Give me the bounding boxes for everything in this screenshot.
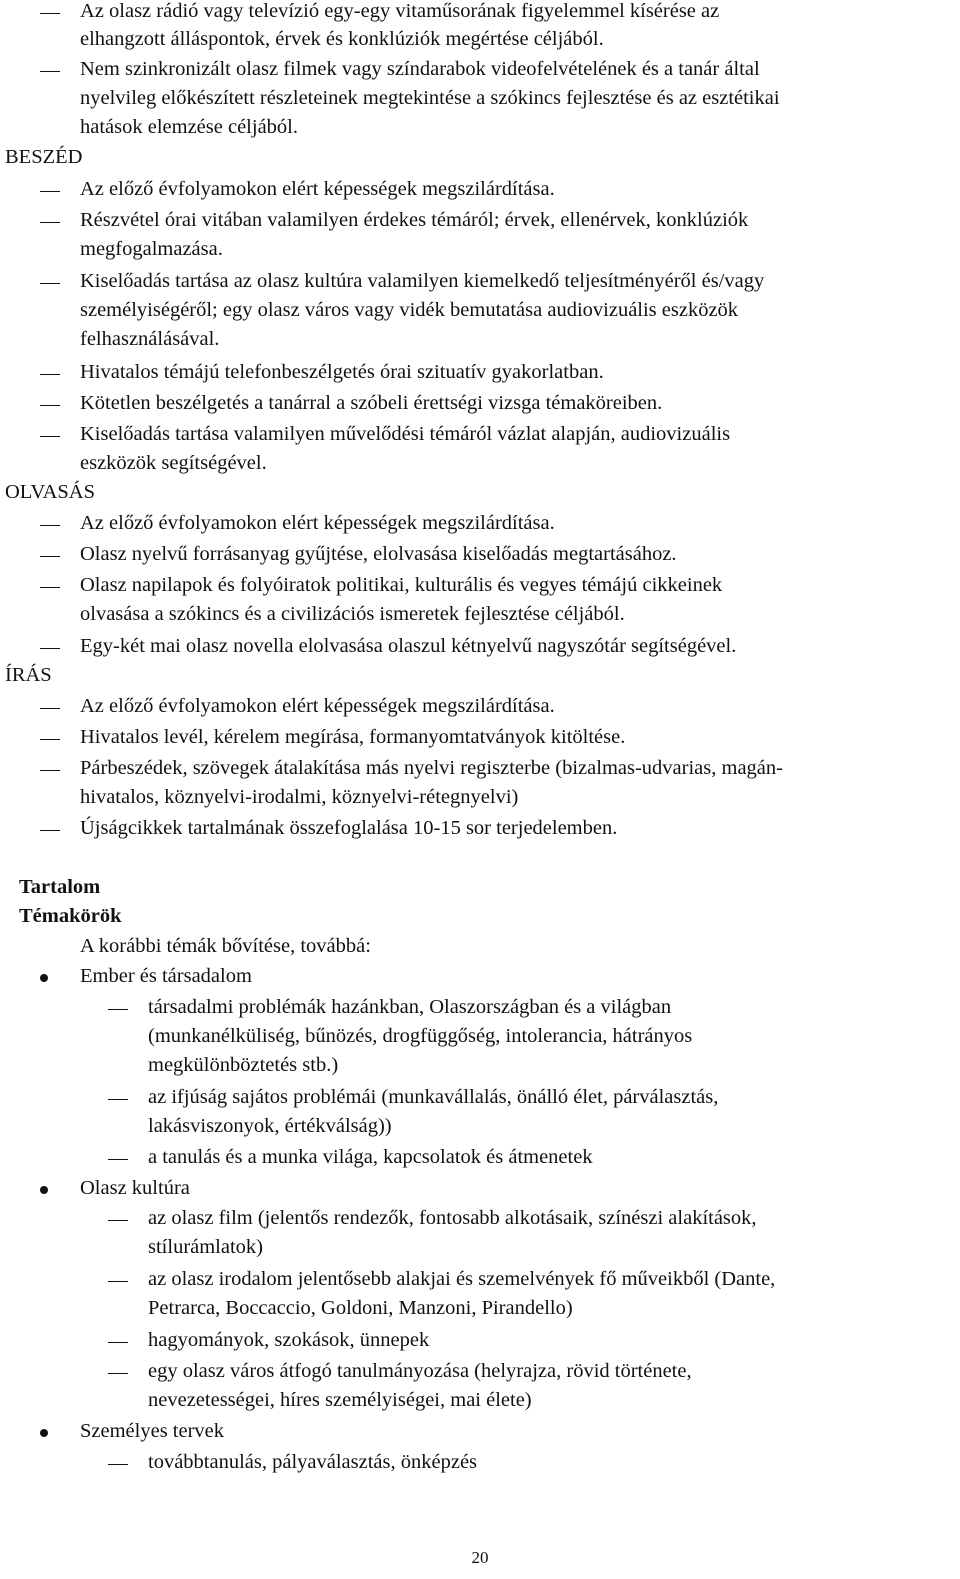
ember-item-2-line-2: lakásviszonyok, értékválság))	[148, 1115, 392, 1137]
section-title-beszed: BESZÉD	[5, 146, 83, 168]
olvasas-item-4: Egy-két mai olasz novella elolvasása olaszul kétnyelvű nagyszótár segítségével.	[80, 635, 737, 657]
group-label-ember: Ember és társadalom	[80, 965, 252, 987]
intro-item-2-line-1: Nem szinkronizált olasz filmek vagy színdarabok videofelvételének és a tanár által	[80, 58, 760, 80]
kultura-item-4-line-2: nevezetességei, híres személyiségei, mai élete)	[148, 1389, 532, 1411]
kultura-item-1-line-1: az olasz film (jelentős rendezők, fontosabb alkotásaik, színészi alakítások,	[148, 1207, 757, 1229]
dash-bullet	[40, 283, 60, 284]
intro-item-2-line-2: nyelvileg előkészített részleteinek megtekintése a szókincs fejlesztése és az esztétikai	[80, 87, 780, 109]
group-label-olasz-kultura: Olasz kultúra	[80, 1177, 190, 1199]
beszed-item-5: Kötetlen beszélgetés a tanárral a szóbeli érettségi vizsga témaköreiben.	[80, 392, 663, 414]
intro-item-1-line-2: elhangzott álláspontok, érvek és konklúziók megértése céljából.	[80, 28, 604, 50]
bullet-dot	[40, 974, 48, 982]
olvasas-item-1: Az előző évfolyamokon elért képességek megszilárdítása.	[80, 512, 555, 534]
ember-item-1-line-2: (munkanélküliség, bűnözés, drogfüggőség, intolerancia, hátrányos	[148, 1025, 693, 1047]
kultura-item-2-line-2: Petrarca, Boccaccio, Goldoni, Manzoni, Pirandello)	[148, 1297, 573, 1319]
group-label-szemelyes-tervek: Személyes tervek	[80, 1420, 225, 1442]
section-title-iras: ÍRÁS	[5, 664, 52, 686]
section-title-olvasas: OLVASÁS	[5, 481, 96, 503]
dash-bullet	[40, 556, 60, 557]
beszed-item-4: Hivatalos témájú telefonbeszélgetés órai szituatív gyakorlatban.	[80, 361, 604, 383]
beszed-item-6-line-1: Kiselőadás tartása valamilyen művelődési témáról vázlat alapján, audiovizuális	[80, 423, 731, 445]
ember-item-1-line-3: megkülönböztetés stb.)	[148, 1054, 339, 1076]
iras-item-2: Hivatalos levél, kérelem megírása, formanyomtatványok kitöltése.	[80, 726, 626, 748]
iras-item-4: Újságcikkek tartalmának összefoglalása 10-15 sor terjedelemben.	[80, 817, 618, 839]
kultura-item-1-line-2: stílurámlatok)	[148, 1236, 264, 1258]
dash-bullet	[108, 1342, 128, 1343]
page-number: 20	[471, 1548, 489, 1567]
dash-bullet	[108, 1464, 128, 1465]
kultura-item-4-line-1: egy olasz város átfogó tanulmányozása (helyrajza, rövid története,	[148, 1360, 692, 1382]
iras-item-3-line-2: hivatalos, köznyelvi-irodalmi, köznyelvi-rétegnyelvi)	[80, 786, 519, 808]
dash-bullet	[108, 1220, 128, 1221]
iras-item-1: Az előző évfolyamokon elért képességek megszilárdítása.	[80, 695, 555, 717]
kultura-item-2-line-1: az olasz irodalom jelentősebb alakjai és szemelvények fő műveikből (Dante,	[148, 1268, 776, 1290]
temakorok-subtitle: Témakörök	[19, 905, 122, 927]
dash-bullet	[108, 1099, 128, 1100]
tervek-item-1: továbbtanulás, pályaválasztás, önképzés	[148, 1451, 478, 1473]
dash-bullet	[40, 648, 60, 649]
iras-item-3-line-1: Párbeszédek, szövegek átalakítása más nyelvi regiszterbe (bizalmas-udvarias, magán-	[80, 757, 783, 779]
dash-bullet	[40, 587, 60, 588]
kultura-item-3: hagyományok, szokások, ünnepek	[148, 1329, 430, 1351]
olvasas-item-2: Olasz nyelvű forrásanyag gyűjtése, elolvasása kiselőadás megtartásához.	[80, 543, 677, 565]
olvasas-item-3-line-2: olvasása a szókincs és a civilizációs ismeretek fejlesztése céljából.	[80, 603, 625, 625]
beszed-item-2-line-2: megfogalmazása.	[80, 238, 223, 260]
ember-item-2-line-1: az ifjúság sajátos problémái (munkavállalás, önálló élet, párválasztás,	[148, 1086, 719, 1108]
dash-bullet	[108, 1159, 128, 1160]
ember-item-1-line-1: társadalmi problémák hazánkban, Olaszországban és a világban	[148, 996, 672, 1018]
olvasas-item-3-line-1: Olasz napilapok és folyóiratok politikai, kulturális és vegyes témájú cikkeinek	[80, 574, 723, 596]
intro-item-1-line-1: Az olasz rádió vagy televízió egy-egy vitaműsorának figyelemmel kísérése az	[80, 0, 720, 22]
bullet-dot	[40, 1186, 48, 1194]
tartalom-intro: A korábbi témák bővítése, továbbá:	[80, 935, 371, 957]
dash-bullet	[40, 374, 60, 375]
beszed-item-6-line-2: eszközök segítségével.	[80, 452, 267, 474]
tartalom-title: Tartalom	[19, 876, 101, 898]
dash-bullet	[40, 13, 60, 14]
dash-bullet	[40, 770, 60, 771]
beszed-item-3-line-1: Kiselőadás tartása az olasz kultúra valamilyen kiemelkedő teljesítményéről és/vagy	[80, 270, 765, 292]
beszed-item-3-line-3: felhasználásával.	[80, 328, 220, 350]
dash-bullet	[108, 1281, 128, 1282]
dash-bullet	[108, 1009, 128, 1010]
dash-bullet	[40, 222, 60, 223]
dash-bullet	[40, 525, 60, 526]
dash-bullet	[40, 739, 60, 740]
beszed-item-3-line-2: személyiségéről; egy olasz város vagy vidék bemutatása audiovizuális eszközök	[80, 299, 739, 321]
dash-bullet	[40, 708, 60, 709]
dash-bullet	[40, 405, 60, 406]
dash-bullet	[40, 830, 60, 831]
intro-item-2-line-3: hatások elemzése céljából.	[80, 116, 298, 138]
ember-item-3: a tanulás és a munka világa, kapcsolatok és átmenetek	[148, 1146, 593, 1168]
beszed-item-2-line-1: Részvétel órai vitában valamilyen érdekes témáról; érvek, ellenérvek, konklúziók	[80, 209, 749, 231]
dash-bullet	[40, 71, 60, 72]
bullet-dot	[40, 1429, 48, 1437]
dash-bullet	[40, 436, 60, 437]
beszed-item-1: Az előző évfolyamokon elért képességek megszilárdítása.	[80, 178, 555, 200]
dash-bullet	[40, 191, 60, 192]
dash-bullet	[108, 1373, 128, 1374]
